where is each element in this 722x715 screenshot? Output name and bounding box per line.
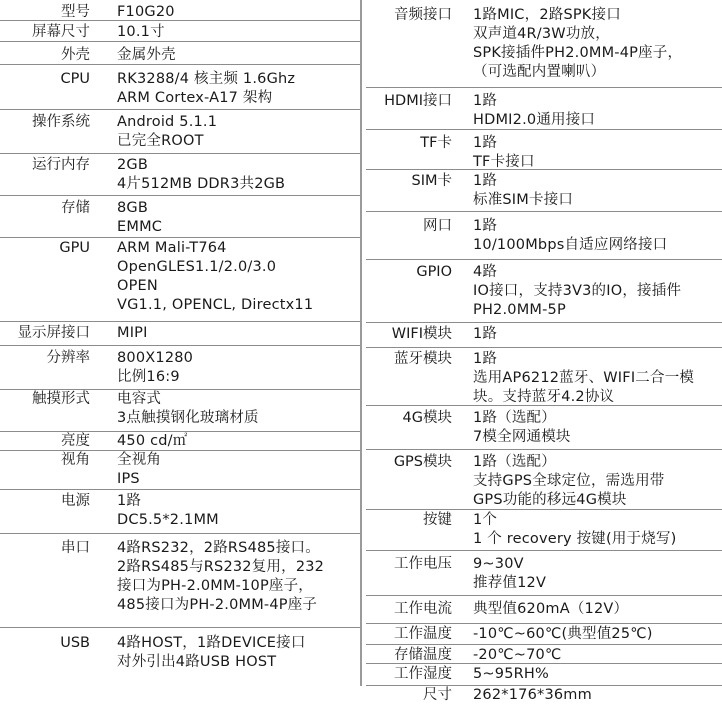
- spec-value: [117, 349, 193, 387]
- spec-label: 运行内存: [32, 157, 90, 173]
- spec-row-left-cpu: [0, 65, 360, 110]
- spec-value: [473, 325, 497, 344]
- spec-label: 屏幕尺寸: [32, 24, 90, 40]
- spec-value-line: OPEN: [117, 278, 158, 294]
- spec-row-left-row-12: [0, 451, 360, 490]
- spec-value: [473, 665, 549, 684]
- spec-value-line: -10℃~60℃(典型值25℃): [473, 626, 653, 642]
- spec-value: [473, 172, 573, 210]
- spec-value-line: 推荐值12V: [473, 575, 547, 591]
- spec-row-left-usb: [0, 628, 360, 689]
- spec-label: 工作电压: [394, 556, 452, 572]
- spec-value-line: 1路（选配）: [473, 410, 556, 426]
- spec-label: GPU: [59, 240, 90, 256]
- spec-value-line: 7模全网通模块: [473, 429, 571, 445]
- spec-row-right-row-4: [366, 212, 722, 260]
- spec-value-line: MIPI: [117, 325, 148, 341]
- spec-label: TF卡: [420, 135, 452, 151]
- spec-value: [473, 92, 595, 130]
- spec-value-line: 10/100Mbps自适应网络接口: [473, 237, 668, 253]
- spec-label: 4G模块: [402, 410, 452, 426]
- spec-value: [117, 451, 161, 489]
- spec-label: 存储温度: [394, 647, 452, 663]
- spec-row-left-row-0: [0, 0, 360, 21]
- spec-label: 网口: [423, 218, 452, 234]
- spec-value-line: 块。支持蓝牙4.2协议: [473, 389, 615, 405]
- spec-value-line: RK3288/4 核主频 1.6Ghz: [117, 71, 296, 87]
- spec-value-line: 选用AP6212蓝牙、WIFI二合一模: [473, 370, 695, 386]
- spec-value-line: F10G20: [117, 4, 175, 20]
- spec-value-line: 10.1寸: [117, 24, 165, 40]
- spec-row-right-wifi: [366, 323, 722, 348]
- spec-value: [473, 350, 694, 407]
- spec-label: 按键: [423, 512, 452, 528]
- spec-value-line: 485接口为PH-2.0MM-4P座子: [117, 597, 318, 613]
- spec-label: GPS模块: [393, 454, 452, 470]
- spec-label: 工作湿度: [394, 666, 452, 682]
- spec-value-line: DC5.5*2.1MM: [117, 512, 219, 528]
- spec-row-left-row-10: [0, 390, 360, 432]
- spec-row-left-row-13: [0, 490, 360, 534]
- spec-row-right-gps: [366, 450, 722, 510]
- spec-row-left-row-6: [0, 196, 360, 238]
- spec-label: HDMI接口: [384, 93, 452, 109]
- spec-label: 分辨率: [46, 350, 90, 366]
- spec-value-line: 1路: [473, 326, 498, 342]
- spec-value-line: 电容式: [117, 391, 162, 407]
- spec-label: 工作温度: [394, 626, 452, 642]
- spec-value: [473, 134, 535, 172]
- spec-value-line: 9~30V: [473, 556, 524, 572]
- spec-label: 存储: [61, 200, 90, 216]
- spec-label: CPU: [60, 71, 90, 87]
- spec-value-line: 3点触摸钢化玻璃材质: [117, 410, 259, 426]
- spec-value: [117, 390, 259, 428]
- spec-value-line: （可选配内置喇叭）: [473, 64, 606, 80]
- spec-row-right-tf: [366, 130, 722, 170]
- spec-label: 亮度: [61, 433, 90, 449]
- spec-value-line: 800X1280: [117, 350, 194, 366]
- spec-row-left-row-11: [0, 432, 360, 451]
- spec-value-line: 1路: [473, 173, 498, 189]
- spec-label: WIFI模块: [391, 326, 452, 342]
- spec-row-left-row-14: [0, 534, 360, 628]
- spec-value-line: 已完全ROOT: [117, 133, 204, 149]
- spec-value-line: 1 个 recovery 按键(用于烧写): [473, 531, 677, 547]
- spec-row-right-row-14: [366, 645, 722, 664]
- spec-value: [117, 539, 324, 615]
- spec-row-left-row-1: [0, 21, 360, 42]
- spec-value: [473, 409, 571, 447]
- spec-value: [473, 263, 681, 320]
- column-divider: [360, 0, 362, 686]
- spec-value-line: 450 cd/㎡: [117, 433, 188, 449]
- spec-row-right-row-16: [366, 686, 722, 714]
- spec-value-line: 1路: [117, 493, 142, 509]
- spec-row-right-row-7: [366, 348, 722, 406]
- spec-label: 音频接口: [394, 7, 452, 23]
- spec-label: 显示屏接口: [17, 325, 90, 341]
- spec-value-line: Android 5.1.1: [117, 114, 218, 130]
- spec-label: 外壳: [61, 47, 90, 63]
- spec-row-right-row-10: [366, 510, 722, 551]
- spec-value-line: HDMI2.0通用接口: [473, 112, 596, 128]
- spec-row-right-row-0: [366, 0, 722, 88]
- spec-value-line: 4路HOST，1路DEVICE接口: [117, 635, 306, 651]
- spec-value-line: 全视角: [117, 452, 162, 468]
- spec-row-right-4g: [366, 406, 722, 450]
- spec-row-right-row-11: [366, 551, 722, 596]
- spec-value: [117, 113, 217, 151]
- spec-value-line: VG1.1, OPENCL, Directx11: [117, 297, 314, 313]
- spec-label: 工作电流: [394, 601, 452, 617]
- spec-value: [473, 217, 667, 255]
- spec-value-line: 2路RS485与RS232复用，232: [117, 559, 325, 575]
- spec-value-line: -20℃~70℃: [473, 647, 562, 663]
- spec-value-line: 4片512MB DDR3共2GB: [117, 176, 286, 192]
- spec-value-line: 1路: [473, 93, 498, 109]
- spec-value-line: 1路: [473, 218, 498, 234]
- spec-value-line: 1路: [473, 135, 498, 151]
- spec-value: [117, 70, 295, 108]
- spec-value-line: ARM Cortex-A17 架构: [117, 90, 273, 106]
- spec-label: GPIO: [416, 264, 452, 280]
- spec-value: [117, 156, 285, 194]
- spec-value: [117, 324, 148, 343]
- spec-label: 尺寸: [423, 687, 452, 703]
- spec-value-line: GPS功能的移远4G模块: [473, 492, 627, 508]
- spec-value-line: PH2.0MM-5P: [473, 302, 566, 318]
- spec-value-line: 金属外壳: [117, 47, 176, 63]
- spec-label: 操作系统: [32, 114, 90, 130]
- spec-value-line: SPK接插件PH2.0MM-4P座子，: [473, 45, 683, 61]
- spec-value-line: 8GB: [117, 200, 149, 216]
- spec-value-line: 5~95RH%: [473, 666, 549, 682]
- spec-value: [117, 432, 187, 451]
- spec-value-line: 典型值620mA（12V）: [473, 601, 629, 617]
- spec-value-line: IO接口，支持3V3的IO，接插件: [473, 283, 682, 299]
- spec-row-right-gpio: [366, 260, 722, 323]
- spec-row-left-row-4: [0, 110, 360, 154]
- spec-value-line: ARM Mali-T764: [117, 240, 227, 256]
- spec-row-right-row-12: [366, 596, 722, 624]
- spec-value-line: 比例16:9: [117, 369, 180, 385]
- spec-value: [473, 6, 682, 82]
- spec-row-left-row-9: [0, 346, 360, 390]
- spec-value-line: EMMC: [117, 219, 163, 235]
- spec-value: [473, 511, 677, 549]
- spec-value: [473, 453, 664, 510]
- spec-value: [117, 3, 175, 22]
- spec-label: SIM卡: [411, 173, 452, 189]
- spec-value: [473, 625, 653, 644]
- spec-value-line: 262*176*36mm: [473, 687, 592, 703]
- spec-value-line: 双声道4R/3W功放，: [473, 26, 610, 42]
- spec-label: 视角: [61, 452, 90, 468]
- spec-row-left-gpu: [0, 238, 360, 322]
- spec-row-right-hdmi: [366, 88, 722, 130]
- spec-value: [117, 634, 306, 672]
- spec-row-left-row-2: [0, 42, 360, 65]
- spec-label: USB: [60, 635, 90, 651]
- spec-value: [473, 600, 628, 619]
- spec-label: 触摸形式: [32, 391, 90, 407]
- spec-value: [117, 46, 176, 65]
- spec-value-line: TF卡接口: [473, 154, 535, 170]
- spec-label: 电源: [61, 493, 90, 509]
- spec-row-right-row-15: [366, 664, 722, 686]
- spec-row-left-row-8: [0, 322, 360, 346]
- spec-row-left-row-5: [0, 154, 360, 196]
- spec-value-line: 1路: [473, 351, 498, 367]
- spec-value-line: 4路RS232，2路RS485接口。: [117, 540, 320, 556]
- spec-value-line: 2GB: [117, 157, 149, 173]
- spec-value-line: 1路（选配）: [473, 454, 556, 470]
- spec-value: [473, 646, 561, 665]
- spec-label: 蓝牙模块: [394, 351, 452, 367]
- spec-value-line: IPS: [117, 471, 140, 487]
- spec-value-line: 1个: [473, 512, 498, 528]
- spec-value-line: 1路MIC，2路SPK接口: [473, 7, 621, 23]
- spec-value-line: 4路: [473, 264, 498, 280]
- spec-value: [473, 555, 546, 593]
- spec-label: 串口: [61, 540, 90, 556]
- spec-row-right-row-13: [366, 624, 722, 645]
- spec-value-line: 标准SIM卡接口: [473, 192, 574, 208]
- spec-value: [117, 199, 162, 237]
- spec-value: [117, 239, 313, 315]
- spec-label: 型号: [61, 4, 90, 20]
- spec-row-right-sim: [366, 170, 722, 212]
- spec-value: [473, 686, 592, 705]
- spec-value: [117, 23, 165, 42]
- spec-value-line: OpenGLES1.1/2.0/3.0: [117, 259, 277, 275]
- spec-value: [117, 492, 219, 530]
- spec-value-line: 支持GPS全球定位，需选用带: [473, 473, 665, 489]
- spec-value-line: 接口为PH-2.0MM-10P座子，: [117, 578, 313, 594]
- spec-value-line: 对外引出4路USB HOST: [117, 654, 277, 670]
